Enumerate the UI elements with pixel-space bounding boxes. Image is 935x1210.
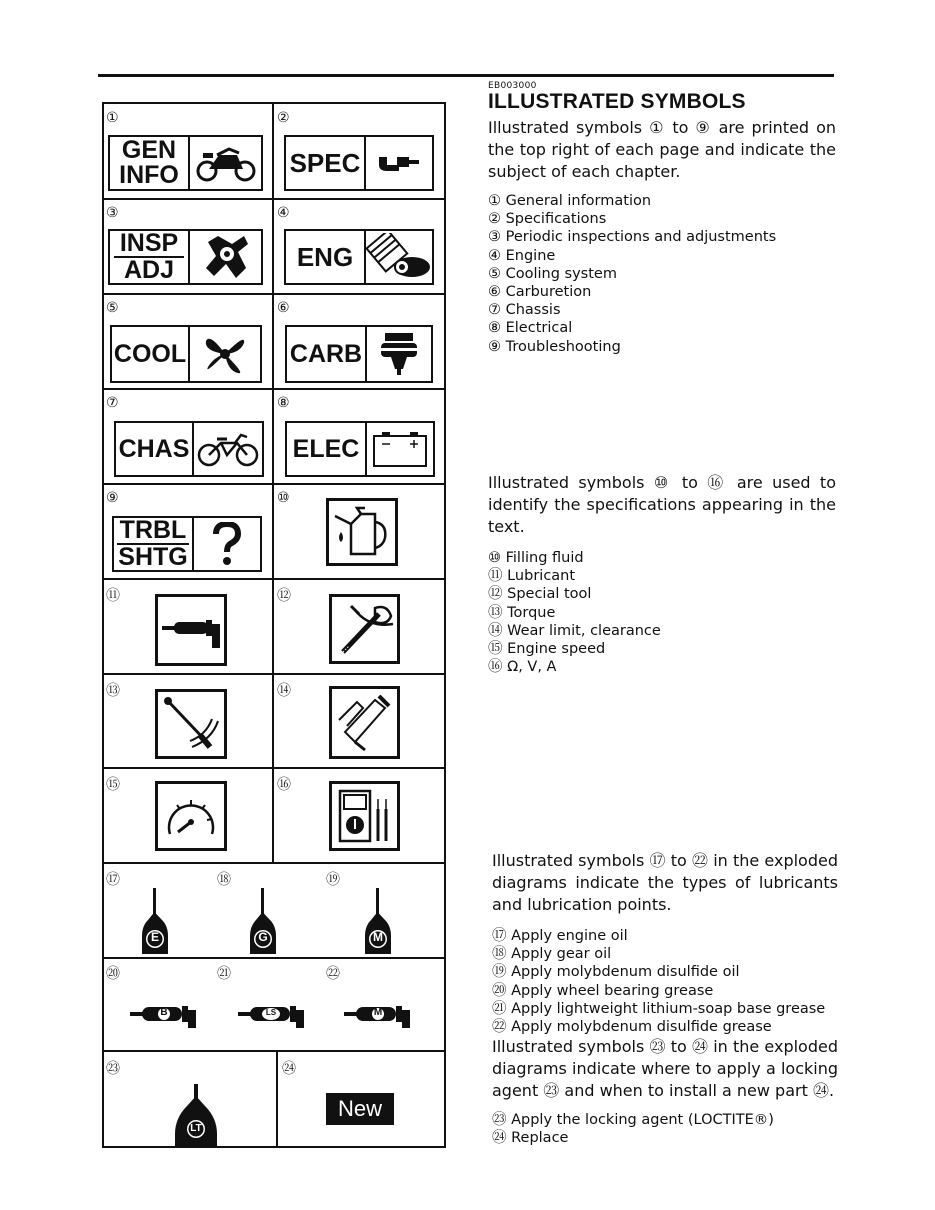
- badge-label: SPEC: [286, 137, 366, 189]
- section4-intro: Illustrated symbols ㉓ to ㉔ in the exploded diagrams indicate where to apply a locking agent ㉓ and when to install a new part ㉔.: [492, 1037, 838, 1100]
- list-item: ⑦ Chassis: [488, 302, 561, 319]
- top-rule: [98, 74, 834, 77]
- list-item: ㉓ Apply the locking agent (LOCTITE®): [492, 1112, 774, 1128]
- badge-line: INSP: [119, 229, 179, 257]
- spark-plug-icon: [366, 137, 432, 189]
- special-tool-symbol: [329, 594, 400, 664]
- bottle-letter: M: [373, 930, 383, 944]
- list-item: ⑤ Cooling system: [488, 265, 617, 282]
- trbl-shtg-badge: [112, 516, 262, 572]
- symbol-number: ㉓: [106, 1061, 120, 1077]
- lubricant-symbol: [155, 594, 227, 666]
- wear-limit-symbol: [329, 686, 400, 759]
- symbol-number: ⑯: [277, 777, 291, 793]
- bottle-letter: LT: [190, 1123, 202, 1134]
- fan-icon: [190, 327, 260, 381]
- row-divider: [104, 388, 444, 390]
- elec-badge: [285, 421, 435, 477]
- list-item: ⑧ Electrical: [488, 320, 573, 337]
- gear-oil-symbol: [246, 886, 280, 960]
- special-tool-icon: [335, 600, 395, 658]
- list-item: ⑫ Special tool: [488, 586, 592, 603]
- badge-label: [110, 231, 190, 283]
- grease-gun-icon: [160, 610, 222, 650]
- insp-adj-badge: [108, 229, 263, 285]
- grease-letter: LS: [265, 1008, 277, 1017]
- badge-line: SHTG: [118, 543, 188, 571]
- dirt-bike-icon: [194, 423, 262, 475]
- row-divider: [104, 293, 444, 295]
- list-item: ⑱ Apply gear oil: [492, 946, 612, 963]
- symbol-number: ⑫: [277, 588, 291, 604]
- badge-line: ADJ: [114, 256, 184, 283]
- list-item: ④ Engine: [488, 247, 556, 264]
- list-item: ① General information: [488, 193, 652, 209]
- section1-intro: Illustrated symbols ① to ⑨ are printed on the top right of each page and indicate the subject of each chapter.: [488, 118, 836, 181]
- cool-badge: [110, 325, 262, 383]
- carburetor-icon: [367, 327, 431, 381]
- symbol-number: ⑦: [106, 395, 119, 411]
- battery-icon: [367, 423, 433, 475]
- eng-badge: [284, 229, 434, 285]
- locking-agent-symbol: [171, 1084, 221, 1152]
- list-item: ⑰ Apply engine oil: [492, 928, 628, 944]
- symbol-number: ⑰: [106, 872, 120, 888]
- section3-intro: Illustrated symbols ⑰ to ㉒ in the exploded diagrams indicate the types of lubricants and lubrication points.: [492, 851, 838, 914]
- list-item: ㉔ Replace: [492, 1130, 569, 1147]
- list-item: ⑭ Wear limit, clearance: [488, 622, 661, 639]
- list-item: ⑲ Apply molybdenum disulfide oil: [492, 964, 740, 981]
- symbol-number: ⑬: [106, 683, 120, 699]
- spec-badge: [284, 135, 434, 191]
- symbol-number: ⑳: [106, 966, 120, 982]
- section4-list: [492, 1111, 774, 1147]
- section3-list: [492, 927, 825, 1036]
- row-divider: [104, 767, 444, 769]
- list-item: ⑨ Troubleshooting: [488, 338, 621, 355]
- symbol-number: ⑥: [277, 300, 290, 316]
- symbol-number: ㉒: [326, 966, 340, 982]
- new-part-badge: New: [326, 1093, 394, 1125]
- badge-label: ENG: [286, 231, 366, 283]
- grease-letter: M: [373, 1007, 383, 1018]
- symbol-number: ⑪: [106, 588, 120, 604]
- symbol-number: ⑲: [326, 872, 340, 888]
- row-divider: [104, 862, 444, 864]
- chas-badge: [114, 421, 264, 477]
- lithium-grease-symbol: [238, 1002, 314, 1034]
- gen-info-badge: [108, 135, 263, 191]
- badge-label: ELEC: [287, 423, 367, 475]
- list-item: ⑩ Filling fluid: [488, 550, 584, 566]
- badge-label: CHAS: [116, 423, 194, 475]
- torque-symbol: [155, 689, 227, 759]
- carb-badge: [285, 325, 433, 383]
- list-item: ⑳ Apply wheel bearing grease: [492, 982, 714, 999]
- symbol-number: ③: [106, 205, 119, 221]
- filling-fluid-symbol: [326, 498, 398, 566]
- bottle-letter: E: [150, 930, 159, 944]
- piston-icon: [366, 231, 432, 283]
- bearing-grease-symbol: [130, 1002, 206, 1034]
- list-item: ② Specifications: [488, 211, 607, 228]
- list-item: ⑬ Torque: [488, 604, 556, 621]
- multimeter-icon: [336, 787, 394, 845]
- row-divider: [104, 1050, 444, 1052]
- symbol-number: ⑩: [277, 490, 290, 506]
- list-item: ⑮ Engine speed: [488, 641, 606, 658]
- badge-line: INFO: [119, 161, 179, 189]
- badge-line: TRBL: [119, 516, 187, 544]
- column-divider: [276, 1052, 278, 1148]
- symbol-number: ⑨: [106, 490, 119, 506]
- multimeter-symbol: [329, 781, 400, 851]
- row-divider: [104, 578, 444, 580]
- row-divider: [104, 673, 444, 675]
- symbol-number: ⑭: [277, 683, 291, 699]
- wrench-nut-icon: [190, 231, 261, 283]
- badge-line: GEN: [121, 136, 177, 164]
- badge-label: COOL: [112, 327, 190, 381]
- row-divider: [104, 198, 444, 200]
- section2-intro: Illustrated symbols ⑩ to ⑯ are used to identify the specifications appearing in the text.: [488, 473, 836, 536]
- section2-list: [488, 549, 661, 676]
- section1-list: [488, 192, 776, 356]
- motorcycle-icon: [190, 137, 261, 189]
- engine-oil-symbol: [138, 886, 172, 960]
- moly-grease-symbol: [344, 1002, 420, 1034]
- oil-bottle-icon: [361, 886, 395, 956]
- badge-label: CARB: [287, 327, 367, 381]
- symbol-number: ⑮: [106, 777, 120, 793]
- symbol-number: ⑧: [277, 395, 290, 411]
- badge-label: [110, 137, 190, 189]
- grease-letter: B: [160, 1007, 168, 1018]
- list-item: ㉒ Apply molybdenum disulfide grease: [492, 1019, 772, 1036]
- symbol-number: ①: [106, 110, 119, 126]
- symbol-number: ②: [277, 110, 290, 126]
- symbol-number: ⑱: [217, 872, 231, 888]
- engine-speed-symbol: [155, 781, 227, 851]
- question-mark-icon: [194, 518, 260, 570]
- badge-label: [114, 518, 194, 570]
- oil-bottle-icon: [246, 886, 280, 956]
- symbol-number: ㉔: [282, 1061, 296, 1077]
- list-item: ㉑ Apply lightweight lithium-soap base grease: [492, 1000, 826, 1017]
- document-code: EB003000: [488, 81, 537, 91]
- page-title: ILLUSTRATED SYMBOLS: [488, 90, 746, 113]
- bottle-letter: G: [258, 930, 268, 944]
- tachometer-icon: [160, 788, 222, 844]
- caliper-icon: [335, 692, 395, 754]
- oil-can-icon: [331, 504, 393, 560]
- list-item: ⑪ Lubricant: [488, 568, 576, 585]
- moly-oil-symbol: [361, 886, 395, 960]
- oil-bottle-icon: [138, 886, 172, 956]
- row-divider: [104, 483, 444, 485]
- symbol-number: ⑤: [106, 300, 119, 316]
- list-item: ③ Periodic inspections and adjustments: [488, 229, 777, 246]
- symbol-number: ④: [277, 205, 290, 221]
- list-item: ⑯ Ω, V, A: [488, 659, 557, 676]
- locking-agent-bottle-icon: [171, 1084, 221, 1148]
- list-item: ⑥ Carburetion: [488, 284, 592, 301]
- symbol-number: ㉑: [217, 966, 231, 982]
- torque-wrench-icon: [160, 695, 222, 753]
